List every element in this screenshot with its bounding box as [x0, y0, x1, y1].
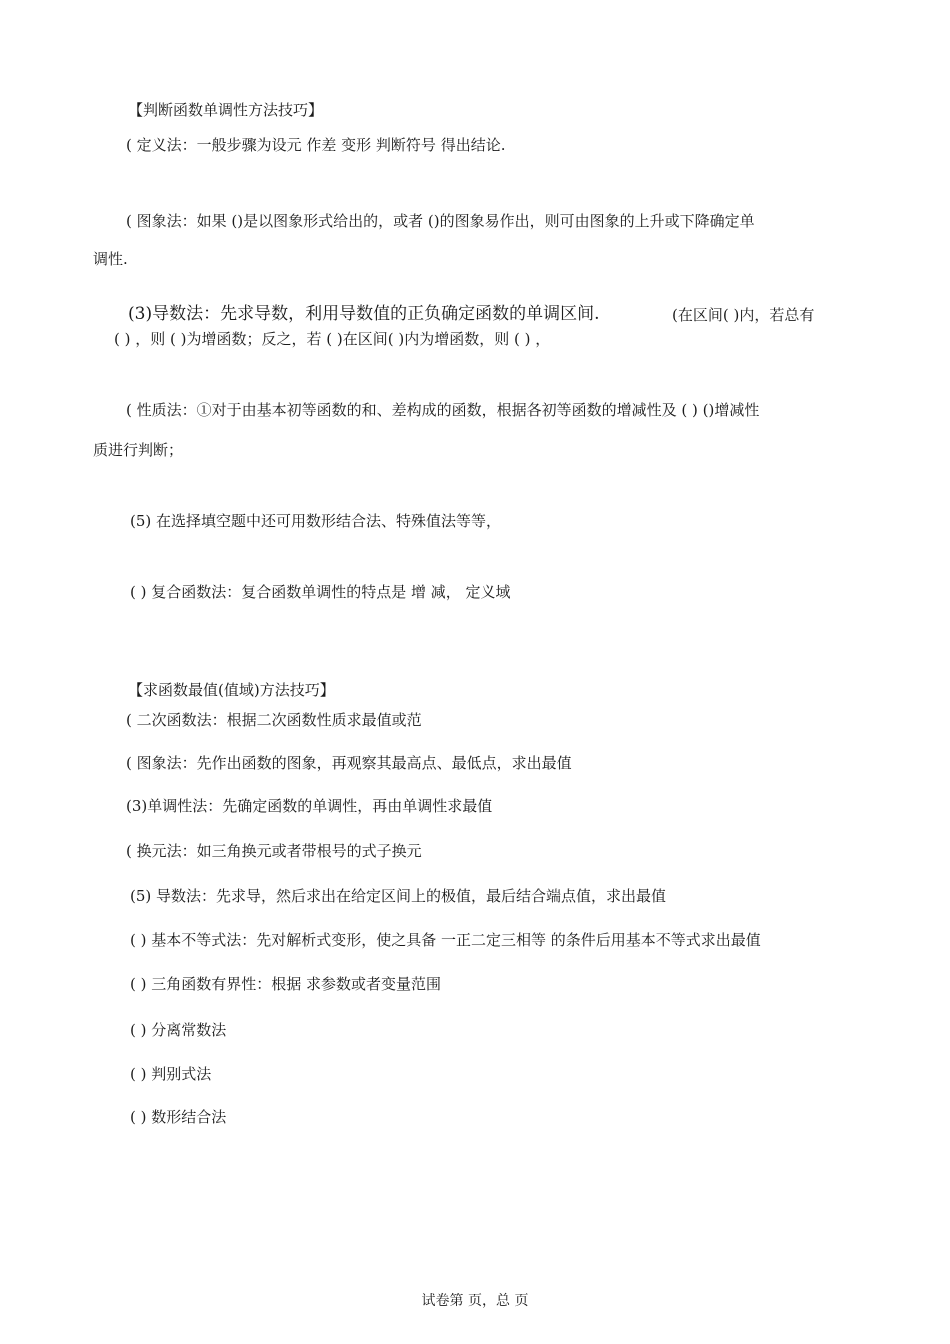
extremum-method-2: ( 图象法：先作出函数的图象，再观察其最高点、最低点，求出最值: [126, 754, 572, 772]
extremum-method-9: ( ) 判别式法: [130, 1065, 212, 1083]
page-footer: 试卷第 页，总 页: [421, 1293, 529, 1309]
monotonic-method-2-cont: 调性.: [93, 250, 128, 268]
monotonic-method-3-tail: (在区间( )内，若总有: [672, 306, 815, 324]
extremum-method-5: (5) 导数法：先求导，然后求出在给定区间上的极值，最后结合端点值，求出最值: [130, 887, 667, 905]
section1-heading: 【判断函数单调性方法技巧】: [128, 101, 324, 119]
monotonic-method-2: ( 图象法：如果 ()是以图象形式给出的，或者 ()的图象易作出，则可由图象的上升或下降确定单: [126, 212, 755, 230]
monotonic-method-6: ( ) 复合函数法：复合函数单调性的特点是 增 减， 定义域: [130, 583, 511, 601]
extremum-method-4: ( 换元法：如三角换元或者带根号的式子换元: [126, 842, 422, 860]
extremum-method-7: ( ) 三角函数有界性：根据 求参数或者变量范围: [130, 975, 442, 993]
monotonic-method-3-cont: ( ) ，则 ( )为增函数；反之，若 ( )在区间( )内为增函数，则 ( ) ，: [114, 330, 551, 348]
monotonic-method-4-cont: 质进行判断；: [93, 441, 184, 459]
monotonic-method-5: (5) 在选择填空题中还可用数形结合法、特殊值法等等，: [130, 512, 502, 530]
monotonic-method-1: ( 定义法：一般步骤为设元 作差 变形 判断符号 得出结论.: [126, 136, 506, 154]
extremum-method-3: (3)单调性法：先确定函数的单调性，再由单调性求最值: [126, 797, 493, 815]
monotonic-method-3: (3)导数法：先求导数，利用导数值的正负确定函数的单调区间.: [128, 304, 600, 324]
extremum-method-6: ( ) 基本不等式法：先对解析式变形，使之具备 一正二定三相等 的条件后用基本不等式求出最值: [130, 931, 761, 949]
extremum-method-10: ( ) 数形结合法: [130, 1108, 227, 1126]
extremum-method-8: ( ) 分离常数法: [130, 1021, 227, 1039]
extremum-method-1: ( 二次函数法：根据二次函数性质求最值或范: [126, 711, 422, 729]
section2-heading: 【求函数最值(值域)方法技巧】: [128, 681, 335, 699]
monotonic-method-4: ( 性质法：①对于由基本初等函数的和、差构成的函数，根据各初等函数的增减性及 ( ) ()增减性: [126, 401, 760, 419]
